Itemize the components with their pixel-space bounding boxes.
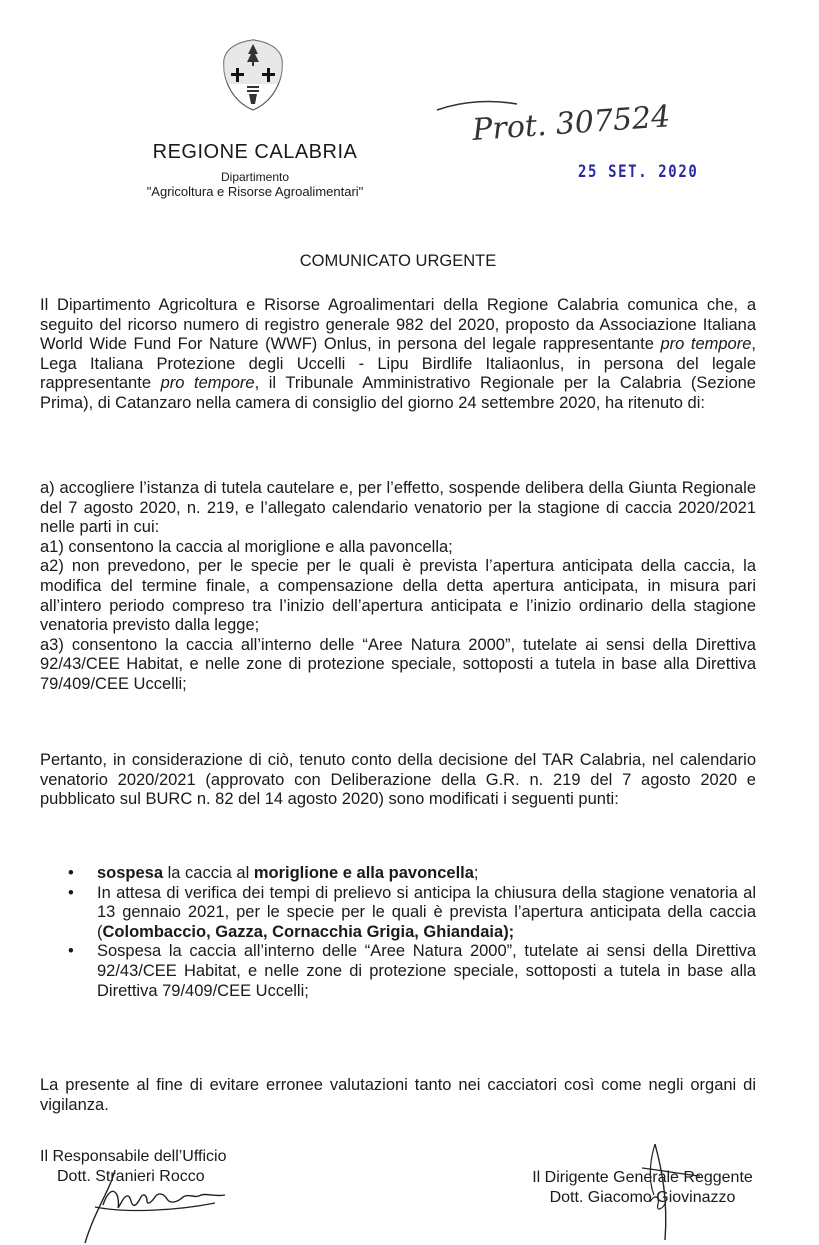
bullet-icon: • (68, 942, 74, 961)
intro-text-1: Il Dipartimento Agricoltura e Risorse Agroalimentari della Regione Calabria comunica che, a seguito del ricorso numero di registro generale 982 del 2020, proposto da Associazione Italiana World Wide Fund For Nature (WWF) Onlus, in persona del legale rappresentante (40, 296, 756, 354)
received-date-stamp: 25 SET. 2020 (578, 162, 699, 182)
list-item (40, 942, 756, 1001)
bullet-2-text: In attesa di verifica dei tempi di prelievo si anticipa la chiusura della stagione venatoria al 13 gennaio 2021, per le specie per le quali è prevista l’apertura anticipata della caccia ( (97, 883, 756, 941)
protocol-number-text: Prot. 307524 (471, 99, 672, 148)
point-a: a) accogliere l’istanza di tutela cautelare e, per l’effetto, sospende delibera della Giunta Regionale del 7 agosto 2020, n. 219, e l’allegato calendario venatorio per la stagione di caccia 2020/2021 nelle parti in cui: (40, 479, 756, 537)
department-label: Dipartimento (220, 170, 290, 184)
intro-text-3: , il Tribunale Amministrativo Regionale per la Calabria (Sezione Prima), di Catanzaro nella camera di consiglio del giorno 24 settembre 2020, ha ritenuto di: (40, 374, 756, 412)
point-a1: a1) consentono la caccia al moriglione e alla pavoncella; (40, 537, 453, 556)
left-handwritten-signature-icon (55, 1165, 285, 1245)
left-signatory-role: Il Responsabile dell’Ufficio (40, 1148, 227, 1165)
department-name: "Agricoltura e Risorse Agroalimentari" (146, 184, 364, 199)
ruling-points (40, 479, 756, 695)
right-signatory-role: Il Dirigente Generale Reggente (532, 1169, 753, 1186)
point-a3: a3) consentono la caccia all’interno delle “Aree Natura 2000”, tutelate ai sensi della Direttiva 92/43/CEE Habitat, e nelle zone di protezione speciale, sottoposti a tutela in base alla Direttiva 79/409/CEE Uccelli; (40, 635, 756, 693)
left-signatory-name: Dott. Stranieri Rocco (57, 1167, 205, 1185)
document-title: COMUNICATO URGENTE (299, 252, 497, 270)
modifications-list (40, 864, 756, 1001)
regione-calabria-crest-icon (220, 38, 286, 112)
bullet-icon: • (68, 883, 74, 902)
bullet-3-text: Sospesa la caccia all’interno delle “Aree Natura 2000”, tutelate ai sensi della Direttiva 92/43/CEE Habitat, e nelle zone di protezione speciale, sottoposti a tutela in base alla Direttiva 79/409/CEE Uccelli; (97, 942, 756, 1000)
closing-paragraph: La presente al fine di evitare erronee valutazioni tanto nei cacciatori così come negli organi di vigilanza. (40, 1076, 756, 1114)
pertanto-paragraph: Pertanto, in considerazione di ciò, tenuto conto della decisione del TAR Calabria, nel calendario venatorio 2020/2021 (approvato con Deliberazione della G.R. n. 219 del 7 agosto 2020 e pubblicato sul BURC n. 82 del 14 agosto 2020) sono modificati i seguenti punti: (40, 751, 756, 809)
intro-text-2: , Lega Italiana Protezione degli Uccelli - Lipu Birdlife Italiaonlus, in persona del legale rappresentante (40, 335, 757, 393)
list-item (40, 864, 756, 884)
region-name: REGIONE CALABRIA (152, 141, 358, 163)
bullet-icon: • (68, 864, 74, 882)
right-handwritten-signature-icon (620, 1140, 730, 1245)
bullet-2-bold: Colombaccio, Gazza, Cornacchia Grigia, Ghiandaia); (102, 922, 515, 941)
bullet-1-bold-2: moriglione e alla pavoncella (253, 864, 474, 882)
handwritten-protocol-number (425, 98, 755, 158)
bullet-1-text-1: la caccia al (163, 864, 254, 882)
intro-paragraph (40, 296, 756, 414)
bullet-1-text-2: ; (473, 864, 479, 882)
right-signatory-name: Dott. Giacomo Giovinazzo (549, 1188, 736, 1206)
point-a2: a2) non prevedono, per le specie per le quali è prevista l’apertura anticipata della caccia, la modifica del termine finale, a compensazione della detta apertura anticipata, in misura pari all’intero periodo compreso tra l’inizio dell’apertura anticipata e l’inizio ordinario della stagione venatoria previsto dalla legge; (40, 557, 756, 635)
intro-italic-1: pro tempore (660, 335, 752, 354)
intro-italic-2: pro tempore (160, 374, 255, 393)
bullet-1-bold-1: sospesa (97, 864, 164, 882)
list-item (40, 884, 756, 943)
